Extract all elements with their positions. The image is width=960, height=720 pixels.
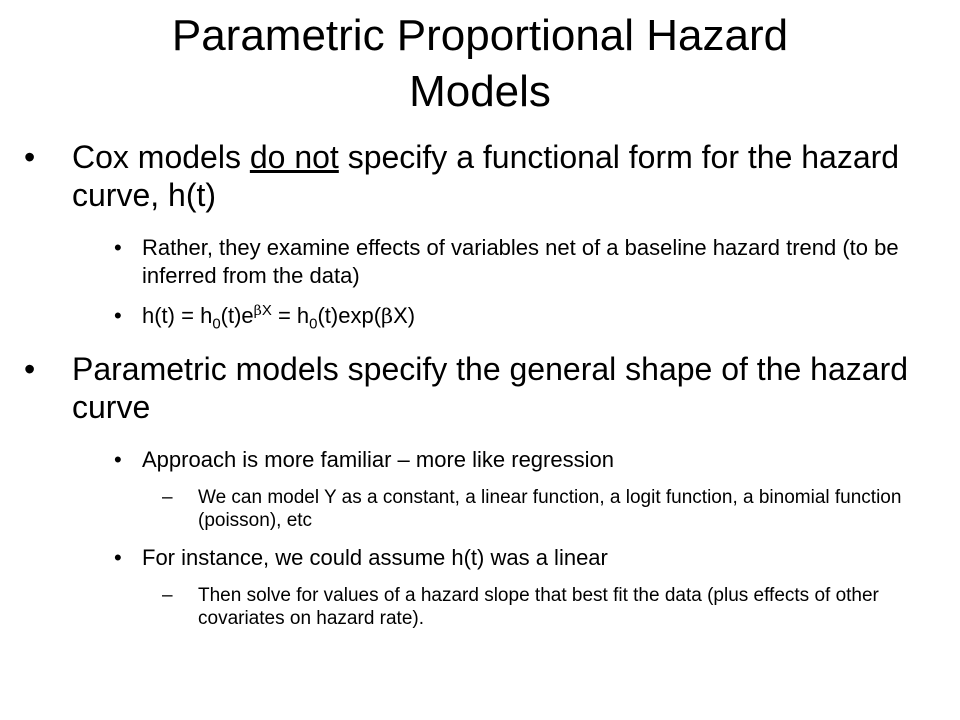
subbullet-for-instance (114, 544, 936, 572)
beta-symbol: β (253, 302, 262, 319)
slide-title-line-2: Models (409, 67, 551, 116)
subbullet-text: Rather, they examine effects of variables net of a baseline hazard trend (to be inferred from the data) (142, 235, 899, 288)
slide-body (24, 138, 936, 642)
bullet-marker: • (114, 447, 122, 472)
formula-part: = h (271, 303, 310, 328)
formula (142, 301, 416, 333)
bullet-marker: • (24, 139, 36, 175)
formula-part: h(t) = h (142, 303, 213, 328)
slide-title-line-1: Parametric Proportional Hazard (171, 11, 789, 60)
formula-superscript (254, 302, 272, 319)
dash-item-model-y (162, 486, 936, 532)
dash-marker: – (162, 585, 173, 606)
bullet-marker: • (114, 235, 122, 260)
dash-item-text: Then solve for values of a hazard slope that best fit the data (plus effects of other covariates on hazard rate). (198, 585, 879, 629)
dash-item-solve (162, 584, 936, 630)
subbullet-text: Approach is more familiar – more like regression (142, 447, 614, 472)
subbullet-approach (114, 446, 936, 474)
bullet-cox-models (24, 138, 936, 214)
bullet-marker: • (114, 303, 122, 328)
subbullet-text: For instance, we could assume h(t) was a linear (142, 545, 608, 570)
formula-superscript-x: X (261, 301, 272, 319)
dash-item-text: We can model Y as a constant, a linear function, a logit function, a binomial function (poisson), etc (198, 487, 902, 531)
bullet-marker: • (114, 545, 122, 570)
underlined-text: do not (249, 139, 339, 175)
formula-subscript: 0 (309, 315, 318, 333)
slide-title (60, 8, 900, 120)
bullet-text: Parametric models specify the general shape of the hazard curve (72, 351, 909, 425)
formula-part: X) (393, 303, 416, 328)
bullet-marker: • (24, 351, 36, 387)
subbullet-formula (114, 301, 936, 333)
subbullet-rather (114, 234, 936, 290)
bullet-text-post: specify a functional form for the hazard curve, h(t) (72, 139, 900, 213)
formula-part: (t)e (220, 303, 254, 328)
beta-symbol: β (381, 304, 394, 328)
dash-marker: – (162, 487, 173, 508)
bullet-parametric-models (24, 350, 936, 426)
formula-part: (t)exp( (317, 303, 382, 328)
bullet-text-pre: Cox models (72, 139, 250, 175)
formula-subscript: 0 (212, 315, 221, 333)
